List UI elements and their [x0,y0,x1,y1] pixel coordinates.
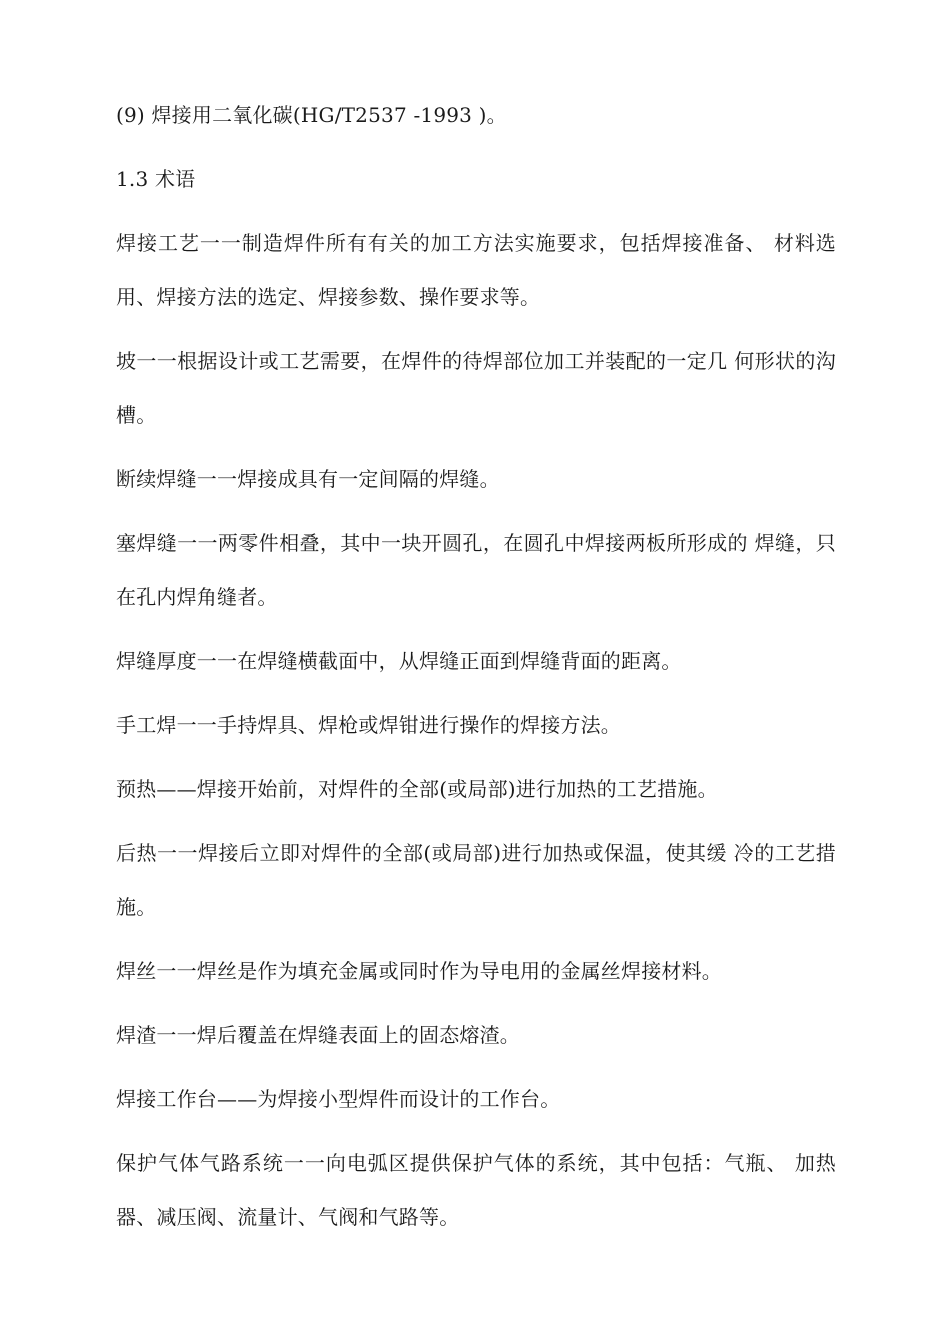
term-groove: 坡一一根据设计或工艺需要，在焊件的待焊部位加工并装配的一定几 何形状的沟槽。 [116,349,836,427]
term-postheating: 后热一一焊接后立即对焊件的全部(或局部)进行加热或保温，使其缓 冷的工艺措施。 [116,841,836,919]
term-welding-process: 焊接工艺一一制造焊件所有有关的加工方法实施要求，包括焊接准备、 材料选用、焊接方法的选定、焊接参数、操作要求等。 [116,231,836,309]
term-welding-table: 焊接工作台——为焊接小型焊件而设计的工作台。 [116,1087,561,1111]
term-shielding-gas-system: 保护气体气路系统一一向电弧区提供保护气体的系统，其中包括：气瓶、 加热器、减压阀、流量计、气阀和气路等。 [116,1151,836,1229]
term-welding-wire: 焊丝一一焊丝是作为填充金属或同时作为导电用的金属丝焊接材料。 [116,959,722,983]
section-heading-terms: 1.3 术语 [116,167,196,191]
term-manual-welding: 手工焊一一手持焊具、焊枪或焊钳进行操作的焊接方法。 [116,713,621,737]
term-preheating: 预热——焊接开始前，对焊件的全部(或局部)进行加热的工艺措施。 [116,777,718,801]
term-intermittent-weld: 断续焊缝一一焊接成具有一定间隔的焊缝。 [116,467,500,491]
paragraph-standard-co2: (9) 焊接用二氧化碳(HG/T2537 -1993 )。 [116,103,507,127]
term-weld-thickness: 焊缝厚度一一在焊缝横截面中，从焊缝正面到焊缝背面的距离。 [116,649,682,673]
term-plug-weld: 塞焊缝一一两零件相叠，其中一块开圆孔，在圆孔中焊接两板所形成的 焊缝，只在孔内焊角缝者。 [116,531,836,609]
document-body [116,88,836,1244]
term-slag: 焊渣一一焊后覆盖在焊缝表面上的固态熔渣。 [116,1023,520,1047]
